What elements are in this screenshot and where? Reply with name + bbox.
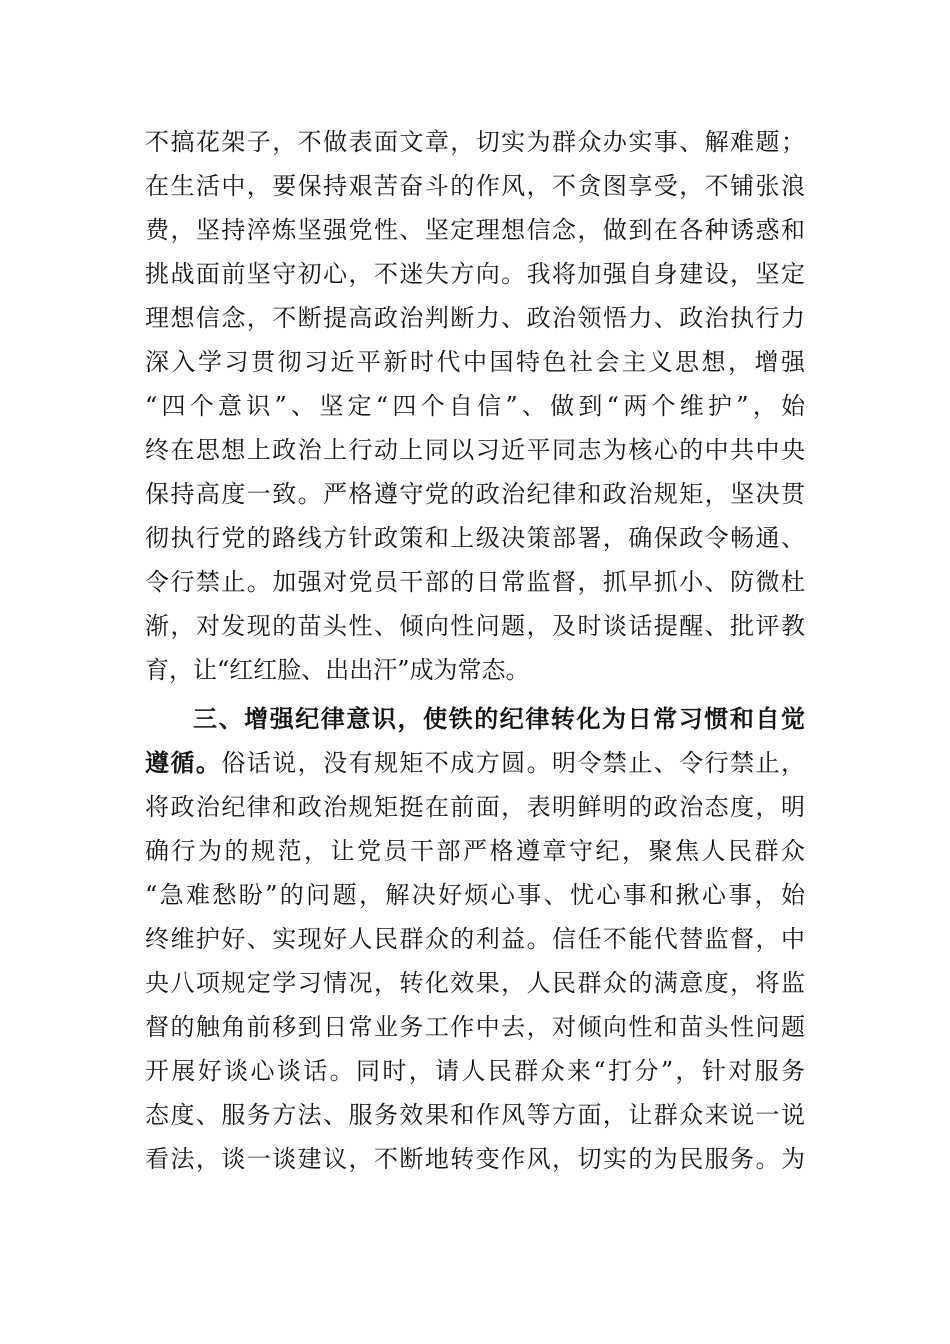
text-line: 保持高度一致。严格遵守党的政治纪律和政治规矩，坚决贯 <box>145 480 805 508</box>
text-line: 督的触角前移到日常业务工作中去，对倾向性和苗头性问题 <box>145 1013 805 1041</box>
text-line: 将政治纪律和政治规矩挺在前面，表明鲜明的政治态度，明 <box>145 793 805 821</box>
section-heading: 三、增强纪律意识，使铁的纪律转化为日常习惯和自觉 <box>193 705 805 733</box>
text-line: 挑战面前坚守初心，不迷失方向。我将加强自身建设，坚定 <box>145 260 805 288</box>
text-line: “四个意识”、坚定“四个自信”、做到“两个维护”，始 <box>145 392 805 420</box>
text-line: 开展好谈心谈话。同时，请人民群众来“打分”，针对服务 <box>145 1057 805 1085</box>
text-line: 确行为的规范，让党员干部严格遵章守纪，聚焦人民群众 <box>145 837 805 865</box>
text-line: 育，让“红红脸、出出汗”成为常态。 <box>145 656 530 684</box>
text-line: 令行禁止。加强对党员干部的日常监督，抓早抓小、防微杜 <box>145 568 805 596</box>
text-line: 理想信念，不断提高政治判断力、政治领悟力、政治执行力 <box>145 304 805 332</box>
text-line: 终在思想上政治上行动上同以习近平同志为核心的中共中央 <box>145 436 805 464</box>
text-line: “急难愁盼”的问题，解决好烦心事、忧心事和揪心事，始 <box>145 881 805 909</box>
section-heading-end: 遵循。 <box>145 749 222 777</box>
text-line: 渐，对发现的苗头性、倾向性问题，及时谈话提醒、批评教 <box>145 612 805 640</box>
text-line: 在生活中，要保持艰苦奋斗的作风，不贪图享受，不铺张浪 <box>145 172 805 200</box>
text-line: 彻执行党的路线方针政策和上级决策部署，确保政令畅通、 <box>145 524 805 552</box>
text-line: 看法，谈一谈建议，不断地转变作风，切实的为民服务。为 <box>145 1145 805 1173</box>
text-line: 央八项规定学习情况，转化效果，人民群众的满意度，将监 <box>145 969 805 997</box>
section-heading-continuation <box>145 741 805 785</box>
text-line: 终维护好、实现好人民群众的利益。信任不能代替监督，中 <box>145 925 805 953</box>
text-line: 深入学习贯彻习近平新时代中国特色社会主义思想，增强 <box>145 348 805 376</box>
section-text-start: 俗话说，没有规矩不成方圆。明令禁止、令行禁止， <box>221 749 806 777</box>
text-line: 不搞花架子，不做表面文章，切实为群众办实事、解难题； <box>145 128 805 156</box>
text-line: 态度、服务方法、服务效果和作风等方面，让群众来说一说 <box>145 1101 805 1129</box>
text-line: 费，坚持淬炼坚强党性、坚定理想信念，做到在各种诱惑和 <box>145 216 805 244</box>
